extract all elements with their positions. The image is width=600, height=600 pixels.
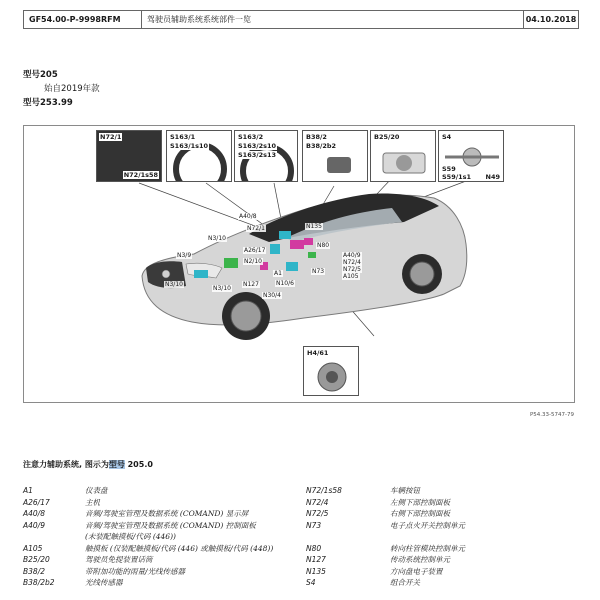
label-h4-61: H4/61 [307,349,329,357]
label-n72-1s58: N72/1s58 [123,171,158,179]
legend-desc: 音频/驾驶室管理及数据系统 (COMAND) 显示屏 [85,509,249,518]
callout-n2-10: N2/10 [244,258,262,265]
label-s163-1s10: S163/1s10 [170,142,209,150]
model-line-1: 型号205 [23,70,58,80]
callout-n73: N73 [312,268,325,275]
label-b38-2b2: B38/2b2 [306,142,337,150]
legend-code: A26/17 [23,497,50,507]
legend-row [306,543,465,555]
callout-n72-4: N72/4 [343,259,361,266]
thumbnail-vehicle-button [96,130,162,182]
legend-row [23,485,305,497]
model-line-3: 型号253.99 [23,98,73,108]
callout-a40-8: A40/8 [239,213,257,220]
figure-caption: P54.33-5747-79 [529,412,574,418]
legend-desc: 传动系统控制单元 [390,555,450,564]
legend-code: N72/5 [306,509,329,518]
legend-row [23,531,305,543]
legend-row [306,520,465,532]
callout-a40-9: A40/9 [343,252,361,259]
callout-n3-10-b: N3/10 [165,281,183,288]
legend-desc: 音频/驾驶室管理及数据系统 (COMAND) 控制面板 [85,520,256,530]
label-s59: S59 [442,165,456,173]
label-n72-1: N72/1 [100,133,122,141]
callout-a1: A1 [274,270,282,277]
legend-row [23,566,305,578]
legend-left [23,485,305,589]
label-s4: S4 [442,133,452,141]
legend-desc: 仪表盘 [85,486,108,495]
legend-row [306,577,465,589]
legend-row [306,531,465,543]
legend-code: N127 [306,555,326,564]
legend-desc: 带附加功能的雨量/光线传感器 [85,566,186,576]
thumbnail-steering-wheel-left [166,130,232,182]
legend-code: N80 [306,543,322,553]
legend-row [306,485,465,497]
subtitle-prefix: 注意力辅助系统, 图示为 [23,460,109,469]
legend-code: A1 [23,486,33,495]
legend-desc [390,531,392,543]
legend-code: A40/8 [23,509,45,518]
callout-n3-9: N3/9 [177,252,192,259]
legend-desc: 电子点火开关控制单元 [390,520,465,530]
legend-desc: 转向柱管模块控制单元 [390,543,465,553]
legend-row [306,566,465,578]
legend-desc: 方向盘电子装置 [390,566,443,576]
legend-row [306,554,465,566]
legend-desc: 右侧下部控制面板 [390,509,450,518]
label-b38-2: B38/2 [306,133,327,141]
figure-subtitle [23,459,153,470]
thumbnail-steering-wheel-right [234,130,298,182]
thumbnail-rain-light-sensor [302,130,368,182]
legend-code: B38/2b2 [23,578,55,587]
legend-code: N72/4 [306,497,329,507]
callout-n3-10-c: N3/10 [213,285,231,292]
callout-a26-17: A26/17 [244,247,266,254]
legend-row [306,497,465,509]
callout-n72-5: N72/5 [343,266,361,273]
label-s59-1s1: S59/1s1 [442,173,472,181]
legend-row [23,508,305,520]
callout-n3-10: N3/10 [208,235,226,242]
callout-a105: A105 [343,273,359,280]
callout-n30-4: N30/4 [263,292,281,299]
legend-desc: 左侧下部控制面板 [390,497,450,507]
document-date: 04.10.2018 [523,11,578,28]
legend-code: A105 [23,543,43,553]
legend-desc: 组合开关 [390,578,420,587]
legend-code: N135 [306,566,326,576]
legend-row [23,497,305,509]
callout-n135: N135 [306,223,322,230]
legend-right [306,485,465,589]
legend-desc: 光线传感器 [85,578,123,587]
document-title: 驾驶员辅助系统系统部件一览 [147,15,251,24]
thumbnail-combination-switch [438,130,504,182]
document-id: GF54.00-P-9998RFM [24,11,142,28]
subtitle-suffix: 205.0 [124,460,153,469]
legend-desc: 车辆按钮 [390,486,420,495]
label-s163-2s10: S163/2s10 [238,142,277,150]
callout-n127: N127 [243,281,259,288]
thumbnail-speaker [303,346,359,396]
label-b25-20: B25/20 [374,133,400,141]
model-line-2: 始自2019年款 [44,84,100,94]
legend-code: B38/2 [23,566,45,576]
legend-code [306,531,390,543]
legend-code: N73 [306,520,322,530]
legend-code [23,531,85,543]
legend-row [306,508,465,520]
legend-row [23,554,305,566]
component-overview-figure [23,125,575,403]
label-s163-1: S163/1 [170,133,196,141]
callout-n10-6: N10/6 [276,280,294,287]
legend-desc: 触摸板 (仅装配触摸板/代码 (446) 或触摸板/代码 (448)) [85,543,274,553]
legend-code: N72/1s58 [306,486,342,495]
label-n49: N49 [485,173,500,181]
legend-code: S4 [306,578,316,587]
callout-n72-1: N72/1 [247,225,265,232]
legend-code: A40/9 [23,520,45,530]
thumbnail-microphone [370,130,436,182]
legend-code: B25/20 [23,555,50,564]
legend-desc: 主机 [85,497,100,507]
label-s163-2: S163/2 [238,133,264,141]
legend-row [23,543,305,555]
subtitle-highlight: 型号 [108,460,125,469]
legend-row [23,520,305,532]
callout-n80: N80 [317,242,330,249]
document-header [23,10,579,29]
label-s163-2s13: S163/2s13 [238,151,277,159]
legend-row [23,577,305,589]
legend-desc: 驾驶员免提装置话筒 [85,555,153,564]
legend-desc: (未装配触摸板/代码 (446)) [85,532,176,541]
